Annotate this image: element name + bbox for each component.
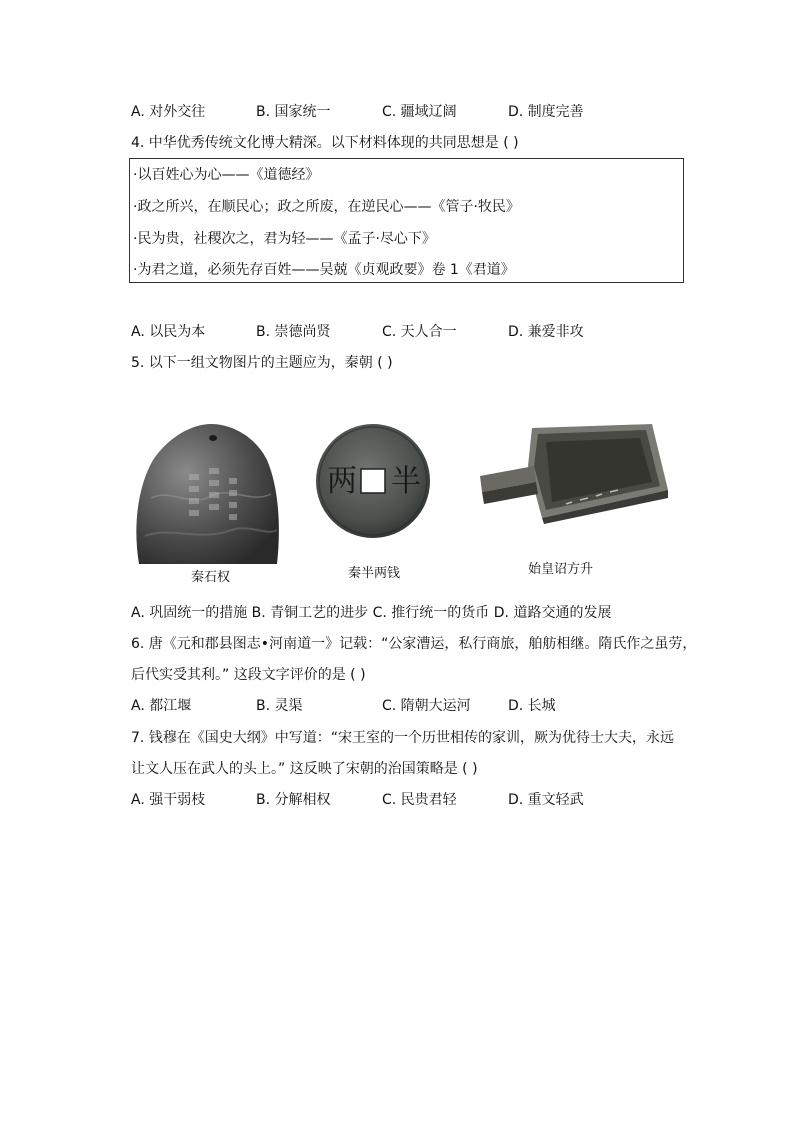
q7-option-c[interactable]: C. 民贵君轻 xyxy=(382,792,457,808)
coin-char-left: 两 xyxy=(327,464,357,499)
q6-option-a[interactable]: A. 都江堰 xyxy=(131,698,192,714)
q7-stem-line-1: 7. 钱穆在《国史大纲》中写道：“宋王室的一个历世相传的家训，厥为优待士大夫，永远 xyxy=(131,730,675,746)
q4-quote-2: ·政之所兴，在顺民心；政之所废，在逆民心——《管子·牧民》 xyxy=(133,199,520,215)
caption-stone-weight: 秦石权 xyxy=(191,570,231,585)
q3-option-d[interactable]: D. 制度完善 xyxy=(508,104,584,120)
q4-option-c[interactable]: C. 天人合一 xyxy=(382,324,457,340)
q4-quote-1: ·以百姓心为心——《道德经》 xyxy=(133,167,320,183)
shihuang-square-sheng-image xyxy=(476,420,672,524)
q7-options xyxy=(131,790,691,810)
q6-stem-line-1: 6. 唐《元和郡县图志•河南道一》记载：“公家漕运，私行商旅，舶舫相继。隋氏作之虽劳， xyxy=(131,636,697,652)
coin-char-right: 半 xyxy=(391,464,421,499)
q6-option-b[interactable]: B. 灵渠 xyxy=(256,698,303,714)
q3-option-b[interactable]: B. 国家统一 xyxy=(256,104,331,120)
qin-banliang-coin-image xyxy=(314,422,432,540)
q7-option-b[interactable]: B. 分解相权 xyxy=(256,792,331,808)
q4-options xyxy=(131,322,691,342)
q7-stem-line-2: 让文人压在武人的头上。” 这反映了宋朝的治国策略是 ( ) xyxy=(131,761,478,777)
q3-option-c[interactable]: C. 疆域辽阔 xyxy=(382,104,457,120)
q6-options xyxy=(131,696,691,716)
q6-option-d[interactable]: D. 长城 xyxy=(508,698,556,714)
q6-stem-line-2: 后代实受其利。” 这段文字评价的是 ( ) xyxy=(131,667,366,683)
q4-quote-4: ·为君之道，必须先存百姓——吴兢《贞观政要》卷 1《君道》 xyxy=(133,262,515,278)
caption-square-sheng: 始皇诏方升 xyxy=(528,562,594,577)
q7-option-a[interactable]: A. 强干弱枝 xyxy=(131,792,206,808)
q5-options[interactable]: A. 巩固统一的措施 B. 青铜工艺的进步 C. 推行统一的货币 D. 道路交通的发展 xyxy=(131,605,612,621)
q3-option-a[interactable]: A. 对外交往 xyxy=(131,104,206,120)
q4-option-a[interactable]: A. 以民为本 xyxy=(131,324,206,340)
q4-quote-3: ·民为贵，社稷次之，君为轻——《孟子·尽心下》 xyxy=(133,231,436,247)
caption-banliang-coin: 秦半两钱 xyxy=(348,566,401,581)
q5-stem: 5. 以下一组文物图片的主题应为，秦朝 ( ) xyxy=(131,355,393,371)
q4-option-b[interactable]: B. 崇德尚贤 xyxy=(256,324,331,340)
q7-option-d[interactable]: D. 重文轻武 xyxy=(508,792,584,808)
q4-option-d[interactable]: D. 兼爱非攻 xyxy=(508,324,584,340)
q6-option-c[interactable]: C. 隋朝大运河 xyxy=(382,698,471,714)
q4-stem: 4. 中华优秀传统文化博大精深。以下材料体现的共同思想是 ( ) xyxy=(131,135,519,151)
q4-material-box xyxy=(129,158,684,283)
q3-options xyxy=(131,102,691,122)
qin-stone-weight-image xyxy=(131,418,281,566)
